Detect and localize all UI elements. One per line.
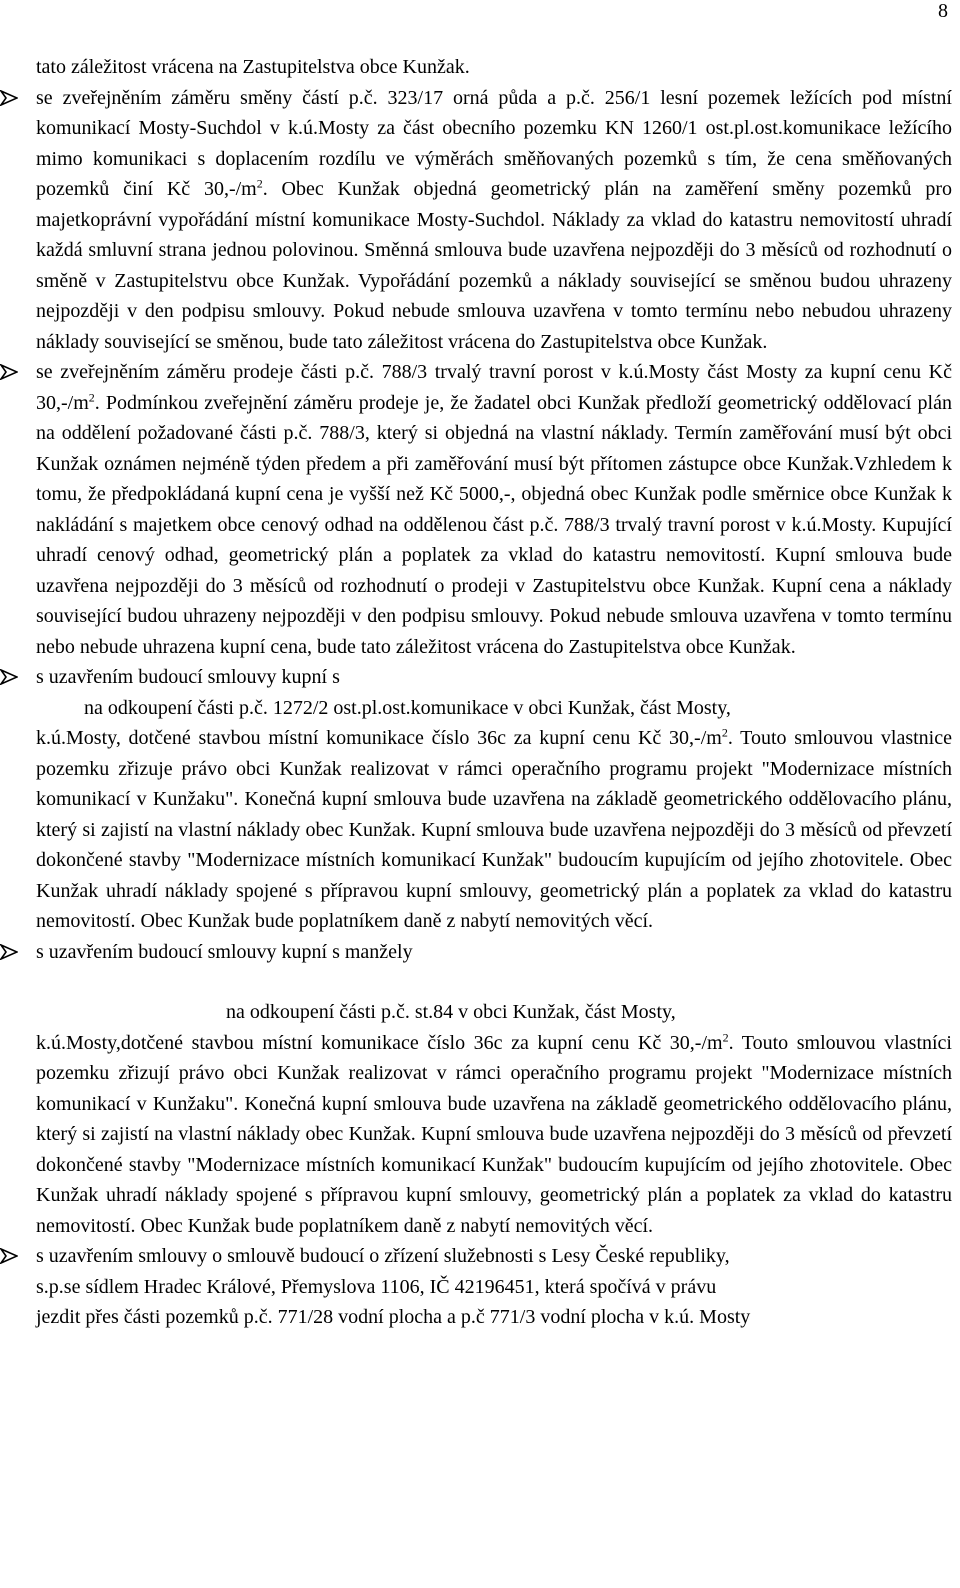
page-number: 8 <box>938 0 948 22</box>
item-text-tail: . Podmínkou zveřejnění záměru prodeje je, že žadatel obci Kunžak předloží geometrický oddělovací plán na oddělení požadované části p.č. 788/3, který si objedná na vlastní náklady. Termín zaměřování musí být obci Kunžak oznámen nejméně týden předem a při zaměřování musí být přítomen zástupce obce Kunžak.Vzhledem k tomu, že předpokládaná kupní cena je vyšší než Kč 5000,-, objedná obec Kunžak podle směrnice obce Kunžak k nakládání s majetkem obce cenový odhad na oddělenou část p.č. 788/3 trvalý travní porost v k.ú.Mosty. Kupující uhradí cenový odhad, geometrický plán a poplatek za vklad do katastru nemovitostí. Kupní smlouva bude uzavřena nejpozději do 3 měsíců od rozhodnutí o prodeji v Zastupitelstvu obce Kunžak. Kupní cena a náklady související budou uhrazeny nejpozději v den podpisu smlouvy. Pokud nebude smlouva uzavřena v tomto termínu nebo nebude uhrazena kupní cena, bude tato záležitost vrácena do Zastupitelstva obce Kunžak. <box>36 391 952 658</box>
item-head: s uzavřením budoucí smlouvy kupní s manžely <box>36 940 413 963</box>
superscript: 2 <box>722 1029 729 1044</box>
list-item-exchange <box>0 83 960 358</box>
list-item-future-purchase-1 <box>0 662 960 937</box>
arrow-bullet-icon <box>0 937 30 967</box>
spacer <box>36 967 952 997</box>
item-text-tail: . Obec Kunžak objedná geometrický plán na zaměření směny pozemků pro majetkoprávní vypořádání místní komunikace Mosty-Suchdol. Náklady za vklad do katastru nemovitostí uhradí každá smluvní strana jednou polovinou. Směnná smlouva bude uzavřena nejpozději do 3 měsíců od rozhodnutí o směně v Zastupitelstvu obce Kunžak. Vypořádání pozemků a náklady související se směnou budou uhrazeny nejpozději v den podpisu smlouvy. Pokud nebude smlouva uzavřena v tomto termínu nebo nebudou uhrazeny náklady související se směnou, bude tato záležitost vrácena do Zastupitelstva obce Kunžak. <box>36 178 952 353</box>
item-line2: na odkoupení části p.č. 1272/2 ost.pl.ost.komunikace v obci Kunžak, část Mosty, <box>84 696 731 719</box>
list-item-future-purchase-2 <box>0 937 960 1242</box>
item-text: se zveřejněním záměru směny částí p.č. 323/17 orná půda a p.č. 256/1 lesní pozemek ležících pod místní komunikací Mosty-Suchdol v k.ú.Mosty za část obecního pozemku KN 1260/1 ost.pl.ost.komunikace ležícího mimo komunikaci s doplacením rozdílu ve výměrách směňovaných pozemků s tím, že cena směňovaných pozemků činí Kč 30,-/m <box>36 86 952 200</box>
item-line: s.p.se sídlem Hradec Králové, Přemyslova 1106, IČ 42196451, která spočívá v právu <box>36 1275 717 1298</box>
intro-paragraph: tato záležitost vrácena na Zastupitelstva obce Kunžak. <box>36 56 470 78</box>
list-item-easement <box>0 1241 960 1333</box>
item-line: s uzavřením smlouvy o smlouvě budoucí o zřízení služebnosti s Lesy České republiky, <box>36 1245 730 1267</box>
item-text: k.ú.Mosty,dotčené stavbou místní komunikace číslo 36c za kupní cenu Kč 30,-/m <box>36 1031 723 1054</box>
item-text: k.ú.Mosty, dotčené stavbou místní komunikace číslo 36c za kupní cenu Kč 30,-/m <box>36 727 722 749</box>
document-body <box>0 52 960 1333</box>
superscript: 2 <box>88 389 95 404</box>
arrow-bullet-icon <box>0 83 30 113</box>
superscript: 2 <box>256 176 263 191</box>
item-head: s uzavřením budoucí smlouvy kupní s <box>36 666 340 688</box>
item-line2: na odkoupení části p.č. st.84 v obci Kunžak, část Mosty, <box>226 1001 676 1023</box>
item-line: jezdit přes části pozemků p.č. 771/28 vodní plocha a p.č 771/3 vodní plocha v k.ú. Mosty <box>36 1306 751 1328</box>
item-text: se zveřejněním záměru prodeje části p.č. 788/3 trvalý travní porost v k.ú.Mosty část Mosty za kupní cenu Kč 30,-/m <box>36 361 952 414</box>
item-text-tail: . Touto smlouvou vlastníci pozemku zřizují právo obci Kunžak realizovat v rámci operačního programu projekt "Modernizace místních komunikací v Kunžaku". Konečná kupní smlouva bude uzavřena na základě geometrického oddělovacího plánu, který si zajistí na vlastní náklady obec Kunžak. Kupní smlouva bude uzavřena nejpozději do 3 měsíců od převzetí dokončené stavby "Modernizace místních komunikací Kunžak" budoucím kupujícím od jejího zhotovitele. Obec Kunžak uhradí náklady spojené s přípravou kupní smlouvy, geometrický plán a poplatek za vklad do katastru nemovitostí. Obec Kunžak bude poplatníkem daně z nabytí nemovitých věcí. <box>36 1031 952 1237</box>
arrow-bullet-icon <box>0 1241 30 1271</box>
arrow-bullet-icon <box>0 662 30 692</box>
item-text-tail: . Touto smlouvou vlastnice pozemku zřizuje právo obci Kunžak realizovat v rámci operačního programu projekt "Modernizace místních komunikací v Kunžaku". Konečná kupní smlouva bude uzavřena na základě geometrického oddělovacího plánu, který si zajistí na vlastní náklady obec Kunžak. Kupní smlouva bude uzavřena nejpozději do 3 měsíců od převzetí dokončené stavby "Modernizace místních komunikací Kunžak" budoucím kupujícím od jejího zhotovitele. Obec Kunžak uhradí náklady spojené s přípravou kupní smlouvy, geometrický plán a poplatek za vklad do katastru nemovitostí. Obec Kunžak bude poplatníkem daně z nabytí nemovitých věcí. <box>36 727 952 932</box>
arrow-bullet-icon <box>0 357 30 387</box>
superscript: 2 <box>721 725 728 740</box>
list-item-sale <box>0 357 960 662</box>
